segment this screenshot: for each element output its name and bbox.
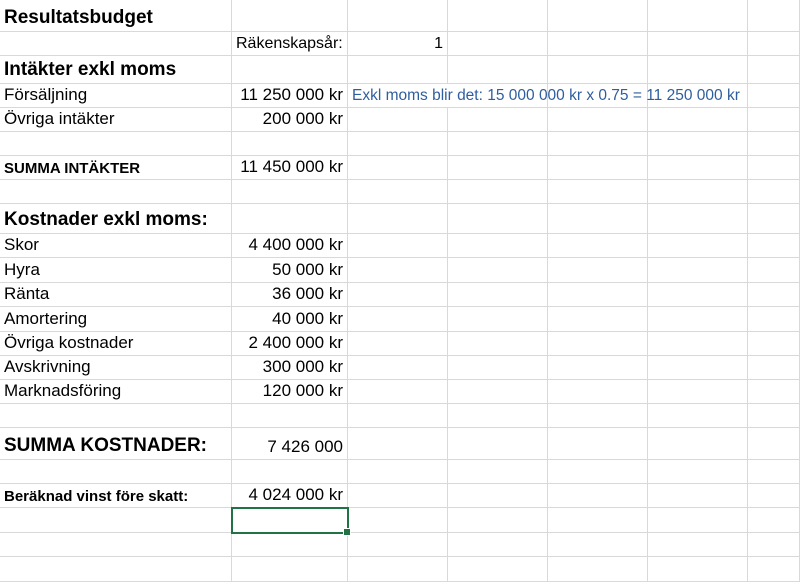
cost-value[interactable]: 50 000 kr xyxy=(232,258,348,283)
cost-label[interactable]: Övriga kostnader xyxy=(0,332,232,356)
income-total-label[interactable]: SUMMA INTÄKTER xyxy=(0,156,232,180)
cell[interactable] xyxy=(748,84,800,108)
cell[interactable] xyxy=(548,356,648,380)
row-12 xyxy=(0,283,800,307)
row-16 xyxy=(0,380,800,404)
cost-value[interactable]: 4 400 000 kr xyxy=(232,234,348,258)
cell[interactable] xyxy=(648,180,748,204)
cell[interactable] xyxy=(448,508,548,533)
cell[interactable] xyxy=(748,380,800,404)
cell[interactable] xyxy=(232,533,348,557)
cell[interactable] xyxy=(548,156,648,180)
cell[interactable] xyxy=(448,404,548,428)
cell[interactable] xyxy=(648,156,748,180)
cell[interactable] xyxy=(548,32,648,56)
cell[interactable] xyxy=(348,307,448,332)
row-9 xyxy=(0,204,800,234)
cell[interactable] xyxy=(448,56,548,84)
cell[interactable] xyxy=(748,356,800,380)
row-21 xyxy=(0,508,800,533)
cell[interactable] xyxy=(748,307,800,332)
cell[interactable] xyxy=(648,428,748,460)
cell[interactable] xyxy=(648,56,748,84)
cell[interactable] xyxy=(232,0,348,32)
cell[interactable] xyxy=(448,108,548,132)
cell[interactable] xyxy=(748,32,800,56)
cell[interactable] xyxy=(232,180,348,204)
cell[interactable] xyxy=(648,234,748,258)
row-4 xyxy=(0,84,800,108)
cell[interactable] xyxy=(548,258,648,283)
costs-total-value[interactable]: 7 426 000 xyxy=(232,428,348,460)
cell[interactable] xyxy=(548,283,648,307)
cell[interactable] xyxy=(748,108,800,132)
cell[interactable] xyxy=(548,484,648,508)
cell[interactable] xyxy=(548,332,648,356)
cell[interactable] xyxy=(648,404,748,428)
cell[interactable] xyxy=(648,307,748,332)
income-value[interactable]: 11 250 000 kr xyxy=(232,84,348,108)
cost-label[interactable]: Hyra xyxy=(0,258,232,283)
cell[interactable] xyxy=(748,56,800,84)
row-7 xyxy=(0,156,800,180)
cell[interactable] xyxy=(748,484,800,508)
cell[interactable] xyxy=(348,180,448,204)
cell[interactable] xyxy=(748,204,800,234)
cell[interactable] xyxy=(748,428,800,460)
cell[interactable] xyxy=(232,404,348,428)
cell[interactable] xyxy=(648,0,748,32)
cell[interactable] xyxy=(0,533,232,557)
cell[interactable] xyxy=(0,132,232,156)
row-17 xyxy=(0,404,800,428)
cell[interactable] xyxy=(0,180,232,204)
cost-value[interactable]: 120 000 kr xyxy=(232,380,348,404)
row-11 xyxy=(0,258,800,283)
cell[interactable] xyxy=(748,557,800,582)
cell[interactable] xyxy=(648,32,748,56)
cell[interactable] xyxy=(448,32,548,56)
cell[interactable] xyxy=(232,56,348,84)
cell[interactable] xyxy=(648,258,748,283)
cell[interactable] xyxy=(748,460,800,484)
cell[interactable] xyxy=(348,508,448,533)
cell[interactable] xyxy=(648,484,748,508)
cell[interactable] xyxy=(348,533,448,557)
cell[interactable] xyxy=(448,533,548,557)
cell[interactable] xyxy=(748,156,800,180)
cell-selection-border[interactable] xyxy=(231,507,349,534)
cell[interactable] xyxy=(0,557,232,582)
cell[interactable] xyxy=(348,484,448,508)
row-15 xyxy=(0,356,800,380)
cell[interactable] xyxy=(448,460,548,484)
cell[interactable] xyxy=(548,428,648,460)
cell[interactable] xyxy=(548,204,648,234)
row-19 xyxy=(0,460,800,484)
row-13 xyxy=(0,307,800,332)
cell[interactable] xyxy=(0,508,232,533)
costs-header[interactable]: Kostnader exkl moms: xyxy=(0,204,232,234)
cell[interactable] xyxy=(548,533,648,557)
profit-label[interactable]: Beräknad vinst före skatt: xyxy=(0,484,232,508)
income-note[interactable]: Exkl moms blir det: 15 000 000 kr x 0.75 = 11 250 000 kr xyxy=(348,84,448,108)
cell[interactable] xyxy=(648,204,748,234)
row-2 xyxy=(0,32,800,56)
cell[interactable] xyxy=(548,460,648,484)
cell[interactable] xyxy=(648,533,748,557)
cost-value[interactable]: 40 000 kr xyxy=(232,307,348,332)
cost-value[interactable]: 2 400 000 kr xyxy=(232,332,348,356)
row-22 xyxy=(0,533,800,557)
cell[interactable] xyxy=(348,557,448,582)
cell[interactable] xyxy=(548,180,648,204)
fiscal-year-label[interactable]: Räkenskapsår: xyxy=(232,32,348,56)
costs-total-label[interactable]: SUMMA KOSTNADER: xyxy=(0,428,232,460)
cell[interactable] xyxy=(648,508,748,533)
cell[interactable] xyxy=(648,380,748,404)
cell[interactable] xyxy=(448,0,548,32)
cell[interactable] xyxy=(548,108,648,132)
cell[interactable] xyxy=(448,204,548,234)
cell[interactable] xyxy=(348,332,448,356)
row-1 xyxy=(0,0,800,32)
cell[interactable] xyxy=(748,283,800,307)
row-20 xyxy=(0,484,800,508)
cell[interactable] xyxy=(348,380,448,404)
cell[interactable] xyxy=(348,356,448,380)
cost-label[interactable]: Avskrivning xyxy=(0,356,232,380)
cost-value[interactable]: 300 000 kr xyxy=(232,356,348,380)
cell[interactable] xyxy=(448,380,548,404)
cell[interactable] xyxy=(648,557,748,582)
income-label[interactable]: Övriga intäkter xyxy=(0,108,232,132)
cell[interactable] xyxy=(648,460,748,484)
cell[interactable] xyxy=(0,460,232,484)
cell[interactable] xyxy=(748,180,800,204)
row-10 xyxy=(0,234,800,258)
row-5 xyxy=(0,108,800,132)
cell[interactable] xyxy=(448,283,548,307)
income-label[interactable]: Försäljning xyxy=(0,84,232,108)
cost-label[interactable]: Skor xyxy=(0,234,232,258)
cell[interactable] xyxy=(748,533,800,557)
cost-label[interactable]: Amortering xyxy=(0,307,232,332)
row-6 xyxy=(0,132,800,156)
cell[interactable] xyxy=(548,508,648,533)
row-3 xyxy=(0,56,800,84)
cell[interactable] xyxy=(548,404,648,428)
income-value[interactable]: 200 000 kr xyxy=(232,108,348,132)
cell[interactable] xyxy=(348,132,448,156)
cell[interactable] xyxy=(0,404,232,428)
cell[interactable] xyxy=(648,356,748,380)
cell[interactable] xyxy=(348,204,448,234)
cell[interactable] xyxy=(748,404,800,428)
cell[interactable] xyxy=(232,204,348,234)
cell[interactable] xyxy=(748,332,800,356)
cell[interactable] xyxy=(448,156,548,180)
income-total-value[interactable]: 11 450 000 kr xyxy=(232,156,348,180)
cell[interactable] xyxy=(348,460,448,484)
cell[interactable] xyxy=(348,428,448,460)
fill-handle[interactable] xyxy=(343,528,351,536)
cell[interactable] xyxy=(348,108,448,132)
row-14 xyxy=(0,332,800,356)
cell[interactable] xyxy=(748,0,800,32)
profit-value[interactable]: 4 024 000 kr xyxy=(232,484,348,508)
cell[interactable] xyxy=(348,156,448,180)
cell[interactable] xyxy=(548,557,648,582)
row-23 xyxy=(0,557,800,582)
cell[interactable] xyxy=(448,132,548,156)
cell[interactable] xyxy=(232,132,348,156)
cell[interactable] xyxy=(448,234,548,258)
cell[interactable] xyxy=(348,258,448,283)
fiscal-year-value[interactable]: 1 xyxy=(348,32,448,56)
cell[interactable] xyxy=(748,508,800,533)
cell[interactable] xyxy=(448,428,548,460)
row-18 xyxy=(0,428,800,460)
cell[interactable] xyxy=(548,0,648,32)
cell[interactable] xyxy=(748,258,800,283)
cell[interactable] xyxy=(548,307,648,332)
cell[interactable] xyxy=(348,404,448,428)
cell[interactable] xyxy=(232,460,348,484)
cell[interactable] xyxy=(232,557,348,582)
row-8 xyxy=(0,180,800,204)
cell[interactable] xyxy=(448,307,548,332)
cell[interactable] xyxy=(548,234,648,258)
cell[interactable] xyxy=(448,332,548,356)
income-header[interactable]: Intäkter exkl moms xyxy=(0,56,232,84)
cell[interactable] xyxy=(548,132,648,156)
cell[interactable] xyxy=(748,234,800,258)
cost-label[interactable]: Ränta xyxy=(0,283,232,307)
cell[interactable] xyxy=(348,234,448,258)
cell[interactable] xyxy=(0,32,232,56)
cell[interactable] xyxy=(548,56,648,84)
cell[interactable] xyxy=(748,132,800,156)
cell[interactable] xyxy=(348,56,448,84)
cell[interactable] xyxy=(348,0,448,32)
cell[interactable] xyxy=(648,283,748,307)
cell[interactable] xyxy=(448,356,548,380)
cell[interactable] xyxy=(348,283,448,307)
cost-value[interactable]: 36 000 kr xyxy=(232,283,348,307)
cell[interactable] xyxy=(648,332,748,356)
cell[interactable] xyxy=(648,132,748,156)
cell[interactable] xyxy=(448,180,548,204)
cell[interactable] xyxy=(448,258,548,283)
cell[interactable] xyxy=(648,108,748,132)
cell[interactable] xyxy=(448,484,548,508)
sheet-title[interactable]: Resultatsbudget xyxy=(0,0,232,32)
cell[interactable] xyxy=(448,557,548,582)
cost-label[interactable]: Marknadsföring xyxy=(0,380,232,404)
cell[interactable] xyxy=(548,380,648,404)
